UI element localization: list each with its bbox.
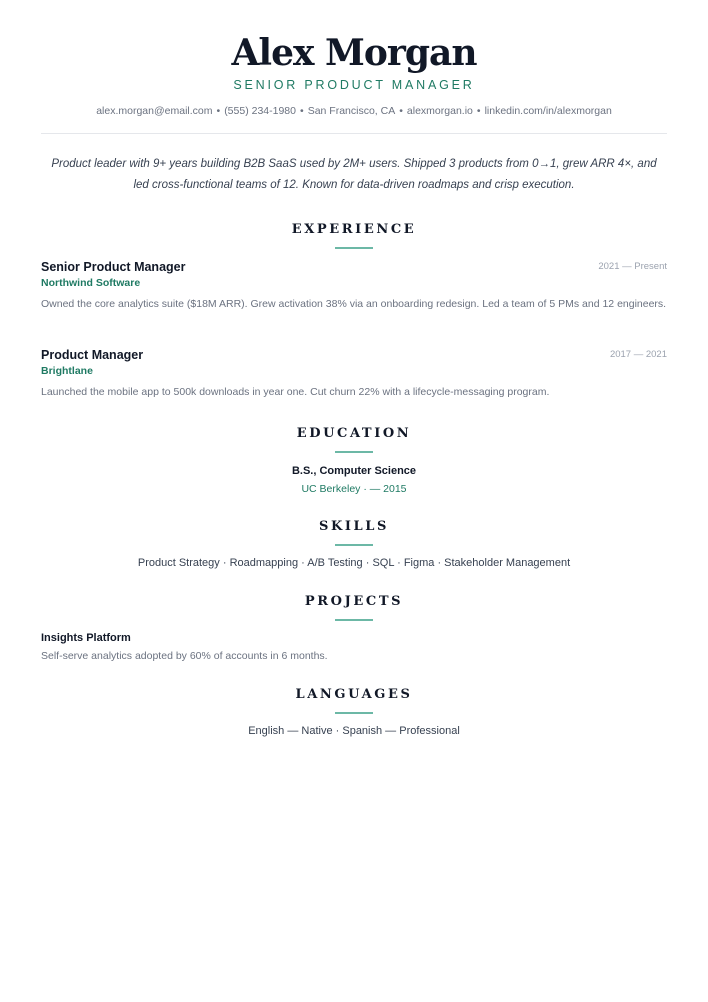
job-dates: 2017 — 2021 <box>609 349 667 360</box>
contact-separator: • <box>399 105 403 117</box>
contact-separator: • <box>216 105 221 117</box>
languages-section <box>41 687 667 738</box>
job-company: Northwind Software <box>41 277 141 289</box>
job-dates: 2021 — Present <box>598 261 667 272</box>
candidate-role: SENIOR PRODUCT MANAGER <box>233 78 475 92</box>
skills-list: Product Strategy · Roadmapping · A/B Testing · SQL · Figma · Stakeholder Management <box>137 557 571 569</box>
languages-heading-underline <box>335 712 373 714</box>
header-divider <box>41 133 667 134</box>
profile-summary: Product leader with 9+ years building B2B SaaS used by 2M+ users. Shipped 3 products from 0→1, grew ARR 4×, and led cross-functional teams of 12. Known for data-driven roadmaps and crisp execution. <box>51 158 657 191</box>
languages-heading <box>41 687 667 703</box>
contact-location: San Francisco, CA <box>307 105 396 117</box>
contact-separator: • <box>476 105 481 117</box>
skills-section <box>41 519 667 570</box>
contact-line <box>41 104 667 118</box>
projects-heading <box>41 594 667 610</box>
experience-section <box>41 222 667 249</box>
project-entry <box>41 631 667 663</box>
projects-heading-text: PROJECTS <box>304 594 404 609</box>
education-heading-text: EDUCATION <box>296 426 412 441</box>
contact-phone: (555) 234-1980 <box>224 105 296 117</box>
resume-content <box>41 0 667 737</box>
skills-heading-underline <box>335 544 373 546</box>
resume-header <box>41 0 667 118</box>
languages-heading-text: LANGUAGES <box>295 687 413 702</box>
candidate-name: Alex Morgan <box>231 32 477 74</box>
job-entry <box>41 347 667 402</box>
experience-heading-text: EXPERIENCE <box>291 222 417 237</box>
education-heading-underline <box>335 451 373 453</box>
languages-list: English — Native · Spanish — Professional <box>248 725 460 737</box>
contact-website[interactable]: alexmorgan.io <box>406 105 473 117</box>
job-description: Owned the core analytics suite ($18M ARR). Grew activation 38% via an onboarding redesign. Led a team of 5 PMs and 12 engineers. <box>41 298 667 310</box>
education-entry <box>41 464 667 496</box>
job-title: Senior Product Manager <box>41 260 186 274</box>
project-description: Self-serve analytics adopted by 60% of accounts in 6 months. <box>41 650 328 662</box>
skills-heading <box>41 519 667 535</box>
skills-heading-text: SKILLS <box>318 519 390 534</box>
education-heading <box>41 426 667 442</box>
job-entry <box>41 259 667 314</box>
projects-heading-underline <box>335 619 373 621</box>
project-name: Insights Platform <box>41 632 131 644</box>
experience-heading <box>41 222 667 238</box>
job-description: Launched the mobile app to 500k downloads in year one. Cut churn 22% with a lifecycle-messaging program. <box>41 386 550 398</box>
education-school: UC Berkeley · — 2015 <box>301 483 407 495</box>
contact-email[interactable]: alex.morgan@email.com <box>96 105 213 117</box>
projects-section <box>41 594 667 663</box>
job-title: Product Manager <box>41 348 144 362</box>
education-degree: B.S., Computer Science <box>291 465 417 477</box>
contact-linkedin[interactable]: linkedin.com/in/alexmorgan <box>484 105 612 117</box>
job-company: Brightlane <box>41 365 93 377</box>
education-section <box>41 426 667 496</box>
experience-heading-underline <box>335 247 373 249</box>
contact-separator: • <box>300 105 304 117</box>
